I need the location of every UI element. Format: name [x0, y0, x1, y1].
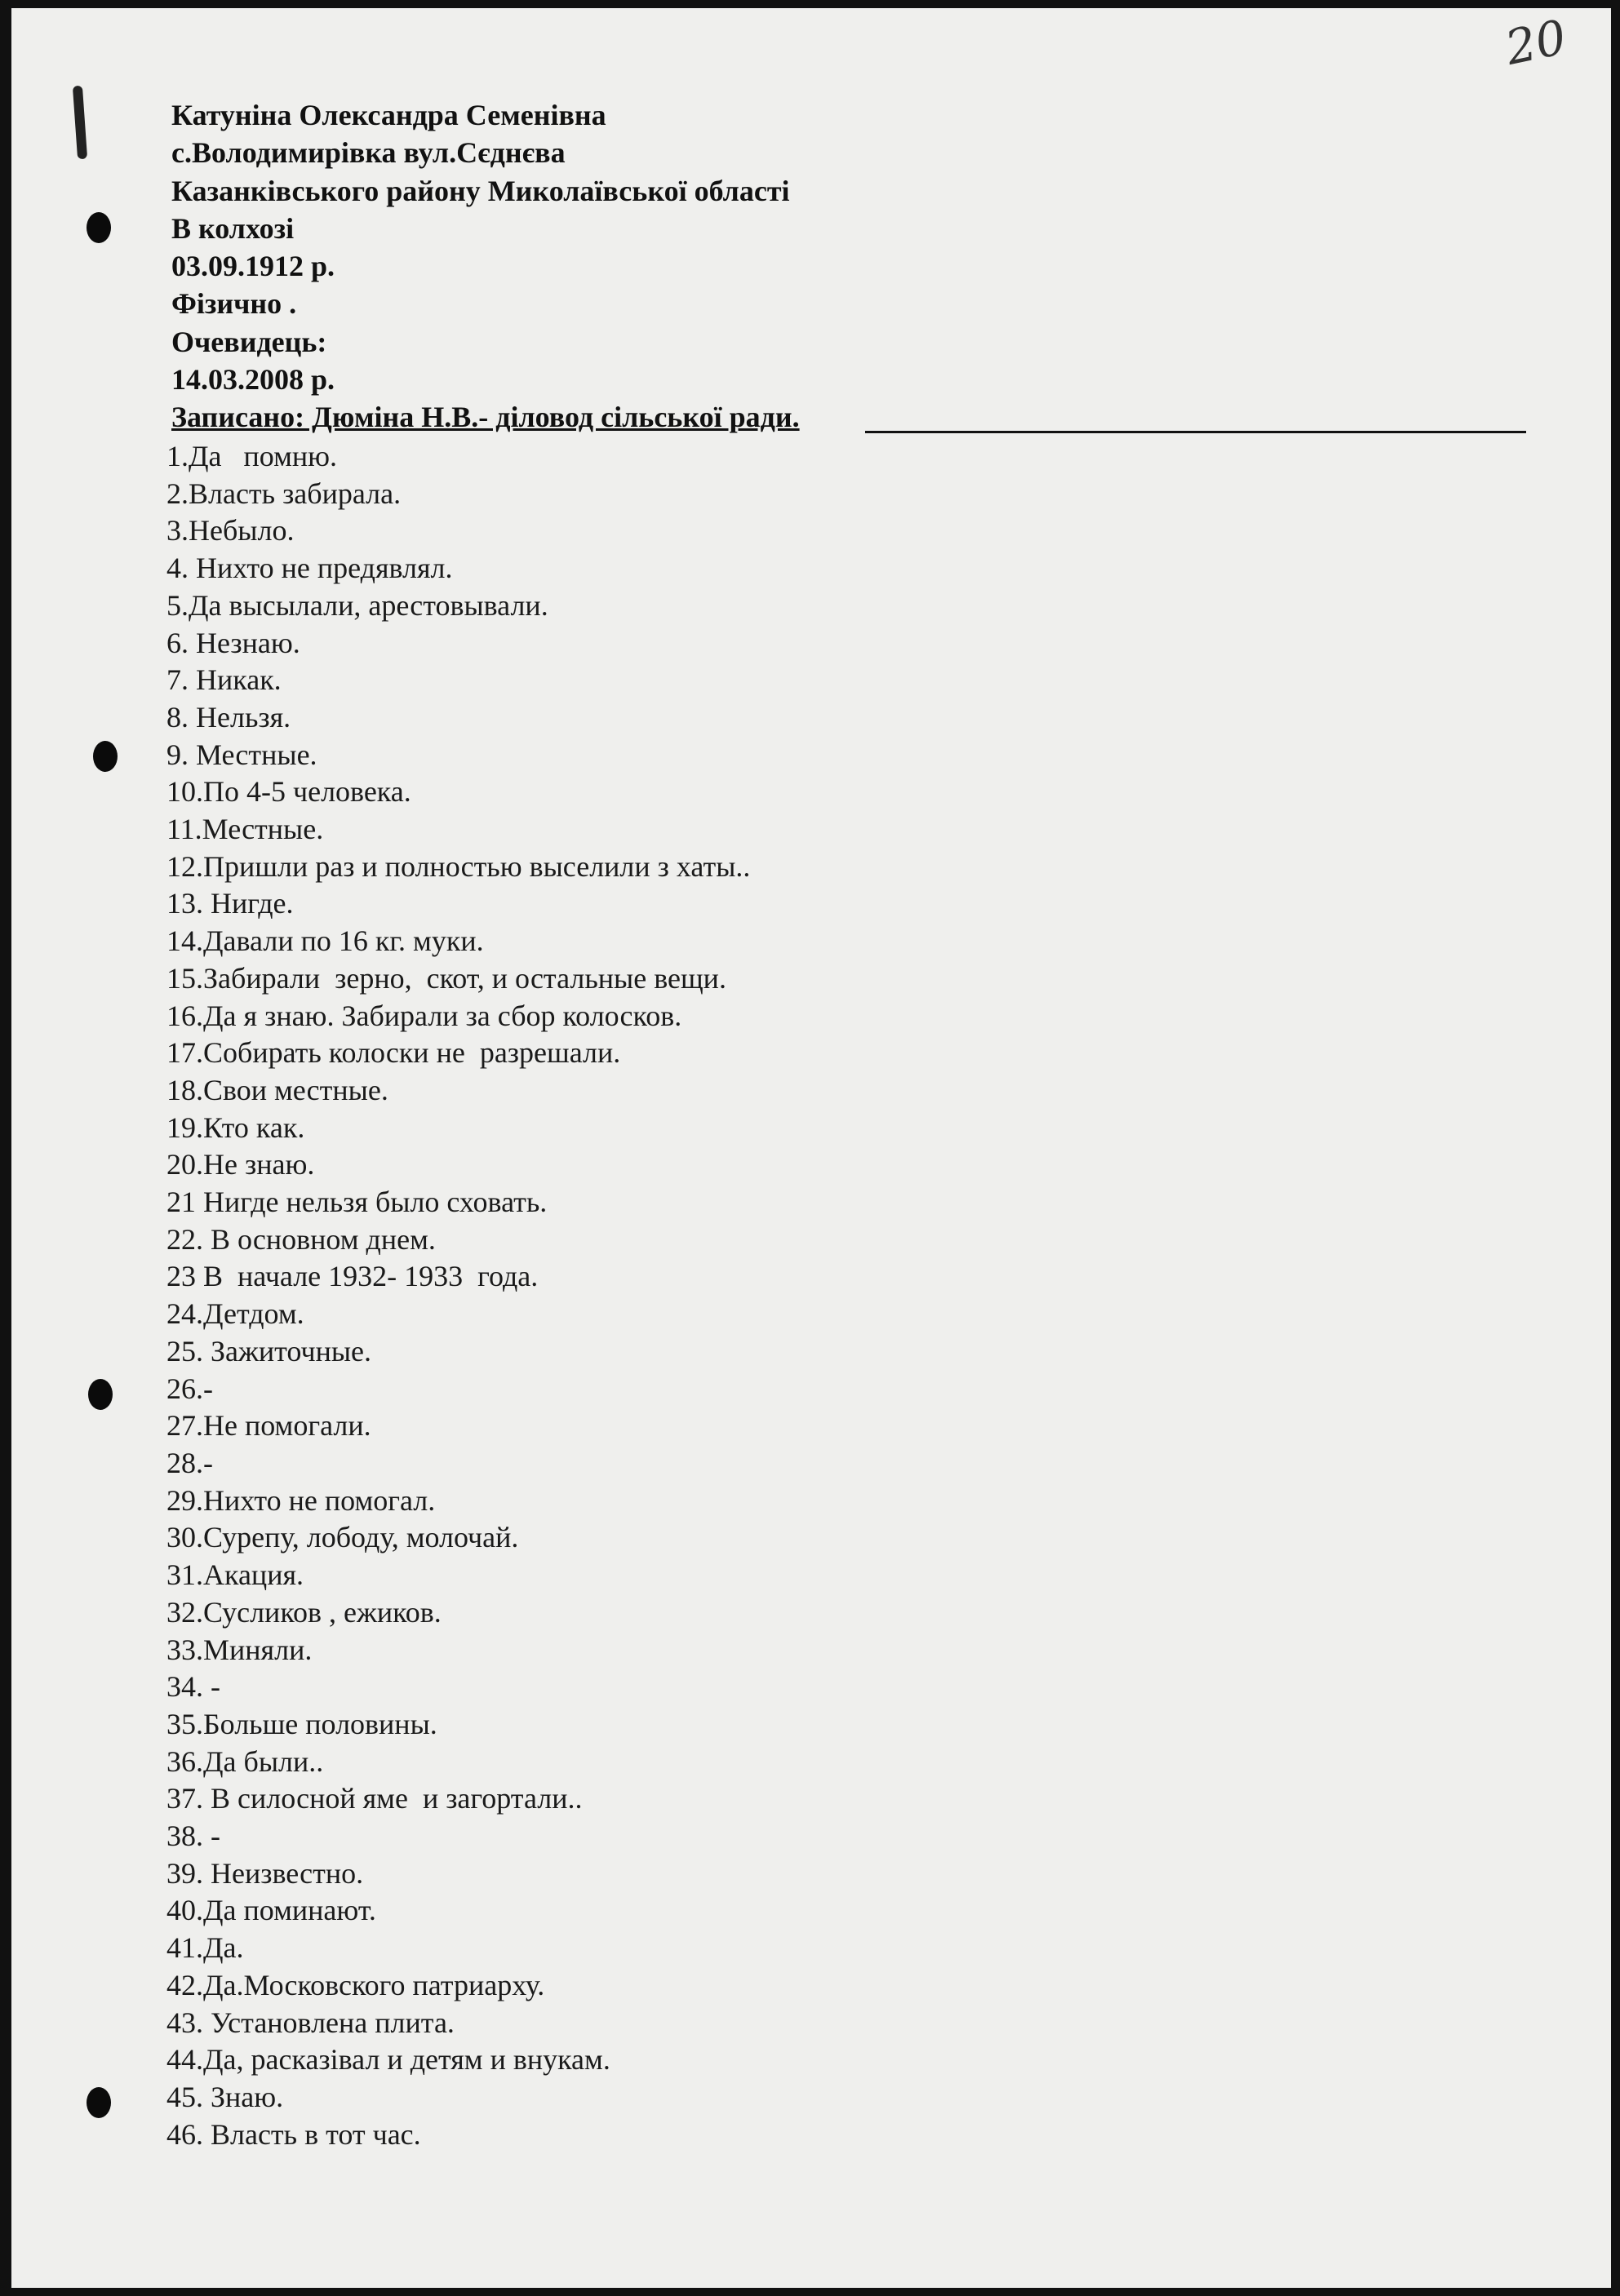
answer-item: 41.Да. [166, 1931, 244, 1965]
answer-item: 46. Власть в тот час. [166, 2117, 421, 2151]
witness-label: Очевидець: [171, 325, 327, 358]
punch-hole [87, 2087, 111, 2118]
answer-item: 37. В силосной яме и загортали.. [166, 1782, 583, 1815]
answer-item: 12.Пришли раз и полностью выселили з хаты.. [166, 849, 751, 883]
answer-item: 19.Кто как. [166, 1110, 305, 1144]
answer-item: 23 В начале 1932- 1933 года. [166, 1260, 539, 1293]
answer-item: 24.Детдом. [166, 1297, 304, 1331]
answer-item: 15.Забирали зерно, скот, и остальные вещи. [166, 961, 726, 995]
answer-item: 8. Нельзя. [166, 700, 291, 734]
answer-item: 36.Да были.. [166, 1744, 324, 1778]
birth-date: 03.09.1912 р. [171, 250, 335, 283]
underline-rule [865, 431, 1526, 433]
answer-item: 3.Небыло. [166, 514, 295, 547]
answer-item: 27.Не помогали. [166, 1409, 371, 1443]
answer-item: 30.Сурепу, лободу, молочай. [166, 1521, 519, 1554]
answers-list [166, 438, 750, 2153]
recorded-by [171, 398, 1526, 436]
answer-item: 29.Нихто не помогал. [166, 1483, 436, 1517]
answer-item: 35.Больше половины. [166, 1707, 437, 1740]
answer-item: 16.Да я знаю. Забирали за сбор колосков. [166, 999, 682, 1032]
answer-item: 28.- [166, 1446, 213, 1479]
record-date: 14.03.2008 р. [171, 363, 335, 397]
answer-item: 44.Да, расказівал и детям и внукам. [166, 2043, 610, 2077]
document-header [171, 96, 1526, 437]
answer-item: 7. Никак. [166, 663, 282, 697]
answer-item: 13. Нигде. [166, 887, 294, 920]
punch-hole [87, 212, 111, 243]
answer-item: 40.Да поминают. [166, 1894, 376, 1927]
answer-item: 31.Акация. [166, 1558, 304, 1592]
answer-item: 11.Местные. [166, 813, 324, 846]
answer-item: 39. Неизвестно. [166, 1856, 364, 1890]
answer-item: 17.Собирать колоски не разрешали. [166, 1036, 621, 1070]
answer-item: 5.Да высылали, арестовывали. [166, 588, 548, 622]
answer-item: 33.Миняли. [166, 1633, 313, 1666]
answer-item: 18.Свои местные. [166, 1073, 388, 1106]
survey-mode: Фізично . [171, 287, 297, 321]
answer-item: 10.По 4-5 человека. [166, 775, 411, 809]
respondent-work: В колхозі [171, 211, 295, 245]
punch-hole [88, 1379, 113, 1410]
recorded-by-text: Записано: Дюміна Н.В.- діловод сільської ради. [171, 401, 800, 434]
answer-item: 4. Нихто не предявлял. [166, 552, 453, 585]
answer-item: 26.- [166, 1372, 213, 1405]
answer-item: 38. - [166, 1820, 220, 1853]
answer-item: 1.Да помню. [166, 440, 338, 472]
answer-item: 21 Нигде нельзя было сховать. [166, 1186, 548, 1219]
staple-mark [73, 86, 87, 160]
respondent-name: Катуніна Олександра Семенівна [171, 99, 606, 131]
answer-item: 45. Знаю. [166, 2080, 284, 2113]
answer-item: 43. Установлена плита. [166, 2006, 455, 2039]
answer-item: 9. Местные. [166, 738, 317, 771]
respondent-address: с.Володимирівка вул.Сєднєва [171, 136, 566, 170]
punch-hole [93, 741, 118, 772]
answer-item: 42.Да.Московского патриарху. [166, 1968, 545, 2001]
answer-item: 22. В основном днем. [166, 1222, 436, 1256]
answer-item: 14.Давали по 16 кг. муки. [166, 924, 484, 958]
answer-item: 25. Зажиточные. [166, 1334, 372, 1367]
respondent-district: Казанківського району Миколаївської області [171, 174, 790, 207]
answer-item: 20.Не знаю. [166, 1148, 315, 1181]
answer-item: 6. Незнаю. [166, 626, 300, 659]
answer-item: 32.Сусликов , ежиков. [166, 1595, 442, 1629]
answer-item: 2.Власть забирала. [166, 476, 402, 510]
answer-item: 34. - [166, 1670, 220, 1704]
handwritten-page-number: 20 [1500, 9, 1572, 76]
